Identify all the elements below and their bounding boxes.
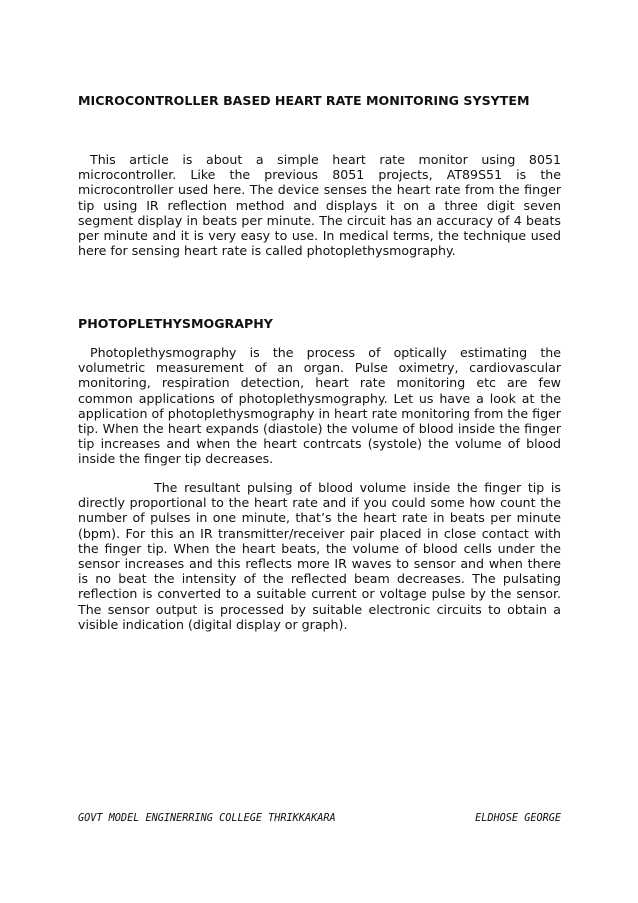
- section-paragraph-2: The resultant pulsing of blood volume inside the finger tip is directly proportional to the heart rate and if you could some how count the number of pulses in one minute, that’s the heart rate in beats per minute (bpm). For this an IR transmitter/receiver pair placed in close contact with the finger tip. When the heart beats, the volume of blood cells under the sensor increases and this reflects more IR waves to sensor and when there is no beat the intensity of the reflected beam decreases. The pulsating reflection is converted to a suitable current or voltage pulse by the sensor. The sensor output is processed by suitable electronic circuits to obtain a visible indication (digital display or graph).: [78, 480, 561, 632]
- footer-author: ELDHOSE GEORGE: [475, 813, 561, 824]
- intro-paragraph: This article is about a simple heart rate monitor using 8051 microcontroller. Like the previous 8051 projects, AT89S51 is the microcontroller used here. The device senses the heart rate from the finger tip using IR reflection method and displays it on a three digit seven segment display in beats per minute. The circuit has an accuracy of 4 beats per minute and it is very easy to use. In medical terms, the technique used here for sensing heart rate is called photoplethysmography.: [78, 152, 561, 259]
- footer-institution: GOVT MODEL ENGINERRING COLLEGE THRIKKAKARA: [78, 813, 336, 824]
- section-heading: PHOTOPLETHYSMOGRAPHY: [78, 316, 273, 331]
- page-footer: [78, 812, 561, 826]
- section-paragraph-1: Photoplethysmography is the process of optically estimating the volumetric measurement of an organ. Pulse oximetry, cardiovascular monitoring, respiration detection, heart rate monitoring etc are few common applications of photoplethysmography. Let us have a look at the application of photoplethysmography in heart rate monitoring from the figer tip. When the heart expands (diastole) the volume of blood inside the finger tip increases and when the heart contrcats (systole) the volume of blood inside the finger tip decreases.: [78, 345, 561, 467]
- document-title: MICROCONTROLLER BASED HEART RATE MONITORING SYSYTEM: [78, 93, 530, 108]
